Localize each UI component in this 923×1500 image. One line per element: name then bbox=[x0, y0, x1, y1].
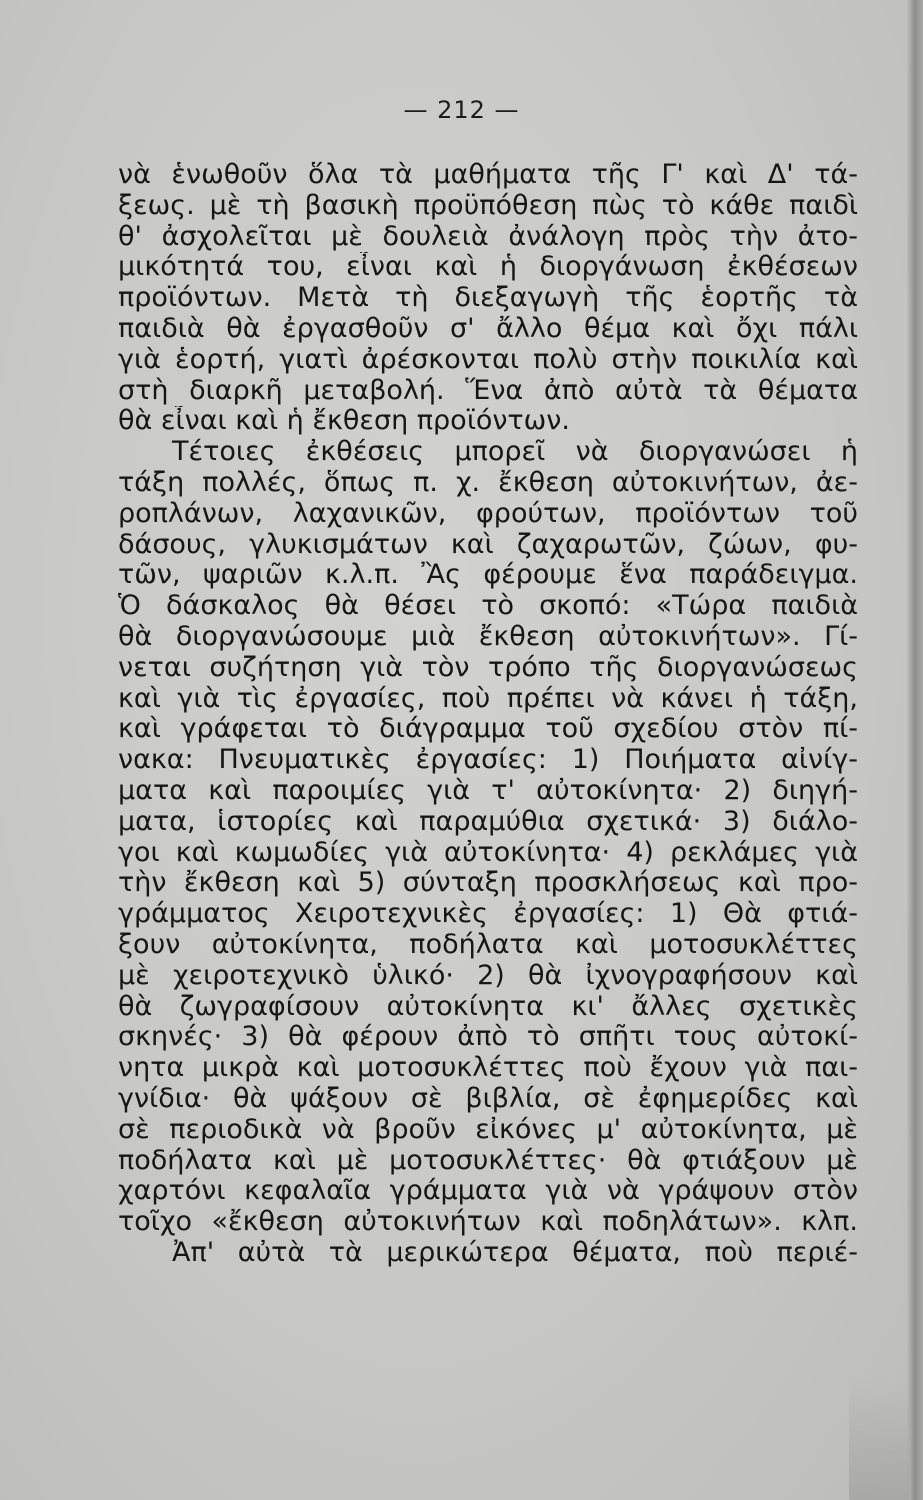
text-line: χαρτόνι κεφαλαῖα γράμματα γιὰ νὰ γράψουν στὸν bbox=[118, 1176, 858, 1207]
text-line: τάξη πολλές, ὅπως π. χ. ἔκθεση αὐτοκινήτων, ἀε- bbox=[118, 467, 858, 498]
text-line: ματα, ἱστορίες καὶ παραμύθια σχετικά· 3) διάλο- bbox=[118, 806, 858, 837]
text-line: ματα καὶ παροιμίες γιὰ τ' αὐτοκίνητα· 2) διηγή- bbox=[118, 775, 858, 806]
text-line: γιὰ ἑορτή, γιατὶ ἀρέσκονται πολὺ στὴν ποικιλία καὶ bbox=[118, 344, 858, 375]
text-line: ξεως. μὲ τὴ βασικὴ προϋπόθεση πὼς τὸ κάθε παιδὶ bbox=[118, 190, 858, 221]
text-line: νακα: Πνευματικὲς ἐργασίες: 1) Ποιήματα αἰνίγ- bbox=[118, 745, 858, 776]
text-line: ροπλάνων, λαχανικῶν, φρούτων, προϊόντων τοῦ bbox=[118, 498, 858, 529]
text-line: στὴ διαρκῆ μεταβολή. Ἕνα ἀπὸ αὐτὰ τὰ θέματα bbox=[118, 375, 858, 406]
text-line: καὶ γιὰ τὶς ἐργασίες, ποὺ πρέπει νὰ κάνει ἡ τάξη, bbox=[118, 683, 858, 714]
text-line: γοι καὶ κωμωδίες γιὰ αὐτοκίνητα· 4) ρεκλάμες γιὰ bbox=[118, 837, 858, 868]
text-line: σκηνές· 3) θὰ φέρουν ἀπὸ τὸ σπῆτι τους αὐτοκί- bbox=[118, 1022, 858, 1053]
text-line: μὲ χειροτεχνικὸ ὑλικό· 2) θὰ ἰχνογραφήσουν καὶ bbox=[118, 960, 858, 991]
text-line: θ' ἀσχολεῖται μὲ δουλειὰ ἀνάλογη πρὸς τὴν ἀτο- bbox=[118, 221, 858, 252]
text-line: γράμματος Χειροτεχνικὲς ἐργασίες: 1) Θὰ φτιά- bbox=[118, 899, 858, 930]
text-line: τοῖχο «ἔκθεση αὐτοκινήτων καὶ ποδηλάτων». κλπ. bbox=[118, 1207, 858, 1238]
text-line: θὰ διοργανώσουμε μιὰ ἔκθεση αὐτοκινήτων». Γί- bbox=[118, 621, 858, 652]
text-line: καὶ γράφεται τὸ διάγραμμα τοῦ σχεδίου στὸν πί- bbox=[118, 714, 858, 745]
text-line: Ἀπ' αὐτὰ τὰ μερικώτερα θέματα, ποὺ περιέ- bbox=[172, 1237, 858, 1268]
text-line: γνίδια· θὰ ψάξουν σὲ βιβλία, σὲ ἐφημερίδες καὶ bbox=[118, 1083, 858, 1114]
page-edge bbox=[907, 0, 923, 1500]
page-corner-shadow bbox=[849, 1380, 909, 1500]
text-line: θὰ ζωγραφίσουν αὐτοκίνητα κι' ἄλλες σχετικὲς bbox=[118, 991, 858, 1022]
text-line: νητα μικρὰ καὶ μοτοσυκλέττες ποὺ ἔχουν γιὰ παι- bbox=[118, 1053, 858, 1084]
text-line: παιδιὰ θὰ ἐργασθοῦν σ' ἄλλο θέμα καὶ ὄχι πάλι bbox=[118, 313, 858, 344]
text-line: νεται συζήτηση γιὰ τὸν τρόπο τῆς διοργανώσεως bbox=[118, 652, 858, 683]
text-line: θὰ εἶναι καὶ ἡ ἔκθεση προϊόντων. bbox=[118, 406, 570, 437]
text-line: τῶν, ψαριῶν κ.λ.π. Ἂς φέρουμε ἕνα παράδειγμα. bbox=[118, 560, 858, 591]
body-text bbox=[118, 160, 858, 1269]
text-line: τὴν ἔκθεση καὶ 5) σύνταξη προσκλήσεως καὶ προ- bbox=[118, 868, 858, 899]
text-line: νὰ ἑνωθοῦν ὅλα τὰ μαθήματα τῆς Γ' καὶ Δ' τά- bbox=[118, 160, 858, 190]
text-line: Ὁ δάσκαλος θὰ θέσει τὸ σκοπό: «Τώρα παιδιὰ bbox=[118, 591, 858, 622]
text-line: δάσους, γλυκισμάτων καὶ ζαχαρωτῶν, ζώων, φυ- bbox=[118, 529, 858, 560]
text-line: ποδήλατα καὶ μὲ μοτοσυκλέττες· θὰ φτιάξουν μὲ bbox=[118, 1145, 858, 1176]
text-line: ξουν αὐτοκίνητα, ποδήλατα καὶ μοτοσυκλέττες bbox=[118, 929, 858, 960]
text-line: μικότητά του, εἶναι καὶ ἡ διοργάνωση ἐκθέσεων bbox=[118, 252, 858, 283]
page-number: — 212 — bbox=[403, 96, 520, 124]
text-line: προϊόντων. Μετὰ τὴ διεξαγωγὴ τῆς ἑορτῆς τὰ bbox=[118, 283, 858, 314]
text-line: σὲ περιοδικὰ νὰ βροῦν εἰκόνες μ' αὐτοκίνητα, μὲ bbox=[118, 1114, 858, 1145]
text-line: Τέτοιες ἐκθέσεις μπορεῖ νὰ διοργανώσει ἡ bbox=[172, 437, 858, 468]
